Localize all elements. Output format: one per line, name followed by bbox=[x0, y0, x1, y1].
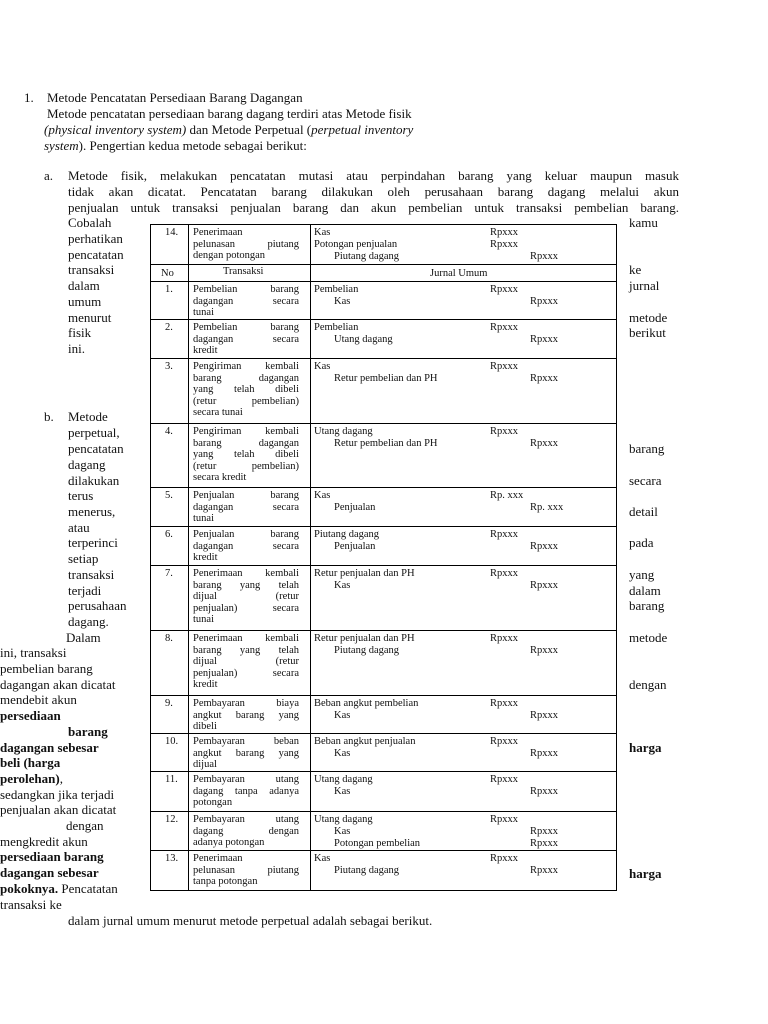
b-right-word: detail bbox=[629, 504, 658, 519]
transaction-description bbox=[193, 698, 299, 733]
table-row-divider bbox=[151, 281, 616, 282]
a-left-word: pencatatan bbox=[68, 247, 124, 262]
row-number: 7. bbox=[165, 568, 173, 579]
b-left-word: Metode bbox=[68, 409, 108, 424]
b-right-word: harga bbox=[629, 866, 662, 881]
debit-amount: Rpxxx bbox=[490, 736, 519, 747]
transaction-line: dagangan secara bbox=[193, 333, 299, 345]
b-cont-line: ini, transaksi bbox=[0, 645, 67, 660]
transaction-line: secara tunai bbox=[193, 407, 243, 418]
row-number: 4. bbox=[165, 426, 173, 437]
a-left-word: perhatikan bbox=[68, 231, 123, 246]
debit-amount: Rpxxx bbox=[490, 361, 519, 372]
a-right-word: ke bbox=[629, 262, 642, 277]
journal-account: Pembelian bbox=[314, 322, 359, 333]
table-column-divider bbox=[188, 225, 189, 890]
credit-amount: Rpxxx bbox=[530, 373, 559, 384]
transaction-line: Pengiriman kembali bbox=[193, 426, 299, 437]
b-right-word: barang bbox=[629, 598, 665, 613]
b-cont-line: pembelian barang bbox=[0, 661, 93, 676]
table-row-divider bbox=[151, 319, 616, 320]
credit-amount: Rpxxx bbox=[530, 865, 559, 876]
journal-account: Penjualan bbox=[334, 502, 376, 513]
row-number: 8. bbox=[165, 633, 173, 644]
transaction-description bbox=[193, 633, 299, 691]
header-no: No bbox=[161, 268, 174, 279]
a-right-word: kamu bbox=[629, 215, 658, 230]
point-b-marker: b. bbox=[44, 409, 54, 424]
table-column-divider bbox=[310, 225, 311, 890]
transaction-description bbox=[193, 227, 299, 262]
transaction-description bbox=[193, 814, 299, 849]
b-cont-line: barang bbox=[68, 724, 108, 739]
b-cont-line: dagangan sebesar bbox=[0, 740, 99, 755]
debit-amount: Rpxxx bbox=[490, 227, 519, 238]
journal-account: Retur pembelian dan PH bbox=[334, 373, 438, 384]
transaction-description bbox=[193, 426, 299, 484]
debit-amount: Rpxxx bbox=[490, 529, 519, 540]
journal-account: Piutang dagang bbox=[334, 865, 400, 876]
b-left-word: terjadi bbox=[68, 583, 102, 598]
debit-amount: Rpxxx bbox=[490, 284, 519, 295]
a-right-word: jurnal bbox=[629, 278, 660, 293]
row-number: 12. bbox=[165, 814, 179, 825]
b-cont-line: penjualan akan dicatat bbox=[0, 802, 117, 817]
row-number: 1. bbox=[165, 284, 173, 295]
transaction-line: angkut barang yang bbox=[193, 747, 299, 759]
credit-amount: Rpxxx bbox=[530, 580, 559, 591]
transaction-line: Pembayaran utang bbox=[193, 814, 299, 825]
debit-amount: Rpxxx bbox=[490, 568, 519, 579]
transaction-line: dagangan secara bbox=[193, 540, 299, 552]
table-row-divider bbox=[151, 771, 616, 772]
journal-account: Kas bbox=[314, 227, 331, 238]
transaction-description bbox=[193, 529, 299, 564]
journal-account: Kas bbox=[334, 710, 351, 721]
debit-amount: Rpxxx bbox=[490, 633, 519, 644]
transaction-line: Pembelian barang bbox=[193, 322, 299, 333]
b-cont-line: dagangan sebesar bbox=[0, 865, 99, 880]
b-right-word: harga bbox=[629, 740, 662, 755]
transaction-line: dengan potongan bbox=[193, 250, 266, 261]
credit-amount: Rp. xxx bbox=[530, 502, 564, 513]
credit-amount: Rpxxx bbox=[530, 645, 559, 656]
b-left-word: atau bbox=[68, 520, 90, 535]
journal-account: Retur penjualan dan PH bbox=[314, 633, 415, 644]
b-left-word: setiap bbox=[68, 551, 99, 566]
transaction-description bbox=[193, 490, 299, 525]
credit-amount: Rpxxx bbox=[530, 438, 559, 449]
journal-account: Kas bbox=[334, 748, 351, 759]
b-cont-line: mengkredit akun bbox=[0, 834, 88, 849]
debit-amount: Rpxxx bbox=[490, 698, 519, 709]
b-cont-line: mendebit akun bbox=[0, 692, 77, 707]
transaction-line: yang telah dibeli bbox=[193, 384, 299, 395]
transaction-line: (retur pembelian) bbox=[193, 395, 299, 407]
b-left-word: terus bbox=[68, 488, 94, 503]
point-a-line-1: Metode fisik, melakukan pencatatan mutasi atau perpindahan barang yang keluar maupun masuk bbox=[68, 168, 679, 183]
transaction-line: dagang tanpa adanya bbox=[193, 785, 299, 797]
transaction-line: penjualan) secara bbox=[193, 602, 299, 614]
journal-table bbox=[150, 224, 617, 891]
b-right-word: metode bbox=[629, 630, 668, 645]
row-number: 14. bbox=[165, 227, 179, 238]
transaction-line: angkut barang yang bbox=[193, 709, 299, 721]
transaction-line: Pembelian barang bbox=[193, 284, 299, 295]
transaction-description bbox=[193, 568, 299, 626]
journal-account: Kas bbox=[314, 490, 331, 501]
b-cont-line: persediaan barang bbox=[0, 849, 104, 864]
credit-amount: Rpxxx bbox=[530, 786, 559, 797]
table-row-divider bbox=[151, 565, 616, 566]
transaction-line: kredit bbox=[193, 679, 218, 690]
debit-amount: Rpxxx bbox=[490, 853, 519, 864]
transaction-description bbox=[193, 322, 299, 357]
debit-amount: Rpxxx bbox=[490, 814, 519, 825]
transaction-line: Penerimaan bbox=[193, 227, 243, 238]
transaction-line: adanya potongan bbox=[193, 837, 265, 848]
transaction-line: yang telah dibeli bbox=[193, 449, 299, 460]
b-cont-line: dagangan akan dicatat bbox=[0, 677, 116, 692]
credit-amount: Rpxxx bbox=[530, 748, 559, 759]
transaction-description bbox=[193, 853, 299, 888]
intro-line-2: (physical inventory system) dan Metode Perpetual (perpetual inventory bbox=[44, 122, 414, 137]
transaction-line: dagangan secara bbox=[193, 501, 299, 513]
debit-amount: Rp. xxx bbox=[490, 490, 524, 501]
transaction-description bbox=[193, 736, 299, 771]
a-right-word: metode bbox=[629, 310, 668, 325]
b-left-word: menerus, bbox=[68, 504, 116, 519]
row-number: 2. bbox=[165, 322, 173, 333]
journal-account: Utang dagang bbox=[314, 774, 373, 785]
b-right-word: secara bbox=[629, 473, 662, 488]
transaction-line: Penerimaan kembali bbox=[193, 633, 299, 644]
row-number: 13. bbox=[165, 853, 179, 864]
b-left-word: pencatatan bbox=[68, 441, 124, 456]
table-row-divider bbox=[151, 264, 616, 265]
b-right-word: yang bbox=[629, 567, 655, 582]
journal-account: Utang dagang bbox=[314, 426, 373, 437]
journal-account: Kas bbox=[334, 786, 351, 797]
journal-account: Retur pembelian dan PH bbox=[334, 438, 438, 449]
row-number: 11. bbox=[165, 774, 178, 785]
b-left-word: transaksi bbox=[68, 567, 115, 582]
table-row-divider bbox=[151, 358, 616, 359]
b-right-word: pada bbox=[629, 535, 654, 550]
journal-account: Kas bbox=[314, 361, 331, 372]
b-cont-line: beli (harga bbox=[0, 755, 61, 770]
debit-amount: Rpxxx bbox=[490, 774, 519, 785]
journal-account: Utang dagang bbox=[334, 334, 393, 345]
transaction-description bbox=[193, 284, 299, 319]
item-number: 1. bbox=[24, 90, 34, 105]
a-right-word: berikut bbox=[629, 325, 666, 340]
b-left-word: terperinci bbox=[68, 535, 118, 550]
debit-amount: Rpxxx bbox=[490, 239, 519, 250]
table-row-divider bbox=[151, 487, 616, 488]
transaction-line: potongan bbox=[193, 797, 233, 808]
row-number: 10. bbox=[165, 736, 179, 747]
b-left-word: dagang bbox=[68, 457, 106, 472]
journal-account: Penjualan bbox=[334, 541, 376, 552]
closing-line: dalam jurnal umum menurut metode perpetual adalah sebagai berikut. bbox=[68, 913, 433, 928]
transaction-line: kredit bbox=[193, 345, 218, 356]
table-row-divider bbox=[151, 526, 616, 527]
point-a-marker: a. bbox=[44, 168, 54, 183]
a-left-word: transaksi bbox=[68, 262, 115, 277]
transaction-line: dijual (retur bbox=[193, 656, 299, 667]
credit-amount: Rpxxx bbox=[530, 838, 559, 849]
journal-account: Kas bbox=[314, 853, 331, 864]
journal-account: Potongan penjualan bbox=[314, 239, 398, 250]
b-cont-line: persediaan bbox=[0, 708, 61, 723]
journal-account: Utang dagang bbox=[314, 814, 373, 825]
credit-amount: Rpxxx bbox=[530, 710, 559, 721]
table-row-divider bbox=[151, 695, 616, 696]
a-left-word: umum bbox=[68, 294, 102, 309]
transaction-line: penjualan) secara bbox=[193, 667, 299, 679]
transaction-line: Penerimaan bbox=[193, 853, 243, 864]
transaction-line: dibeli bbox=[193, 721, 217, 732]
table-row-divider bbox=[151, 850, 616, 851]
journal-account: Retur penjualan dan PH bbox=[314, 568, 415, 579]
transaction-line: Penerimaan kembali bbox=[193, 568, 299, 579]
transaction-line: (retur pembelian) bbox=[193, 460, 299, 472]
b-right-word: dalam bbox=[629, 583, 661, 598]
b-right-word: dengan bbox=[629, 677, 667, 692]
transaction-line: dijual (retur bbox=[193, 591, 299, 602]
table-row-divider bbox=[151, 733, 616, 734]
credit-amount: Rpxxx bbox=[530, 251, 559, 262]
b-left-word: dilakukan bbox=[68, 473, 120, 488]
point-a-line-2: tidak akan dicatat. Pencatatan barang dilakukan oleh perusahaan barang dagang melalui akun bbox=[68, 184, 679, 199]
table-row-divider bbox=[151, 423, 616, 424]
intro-line-1: Metode pencatatan persediaan barang dagang terdiri atas Metode fisik bbox=[47, 106, 412, 121]
b-left-word: perpetual, bbox=[68, 425, 120, 440]
row-number: 5. bbox=[165, 490, 173, 501]
a-left-word: menurut bbox=[68, 310, 112, 325]
journal-account: Kas bbox=[334, 296, 351, 307]
journal-account: Pembelian bbox=[314, 284, 359, 295]
debit-amount: Rpxxx bbox=[490, 426, 519, 437]
a-left-word: dalam bbox=[68, 278, 100, 293]
b-cont-line: dengan bbox=[66, 818, 104, 833]
row-number: 3. bbox=[165, 361, 173, 372]
transaction-line: dagangan secara bbox=[193, 295, 299, 307]
b-cont-line: Dalam bbox=[66, 630, 101, 645]
header-transaksi: Transaksi bbox=[223, 266, 264, 277]
transaction-line: Pembayaran utang bbox=[193, 774, 299, 785]
transaction-line: Penjualan barang bbox=[193, 529, 299, 540]
journal-account: Kas bbox=[334, 826, 351, 837]
intro-line-3: system). Pengertian kedua metode sebagai berikut: bbox=[44, 138, 307, 153]
journal-account: Piutang dagang bbox=[334, 251, 400, 262]
transaction-line: pelunasan piutang bbox=[193, 238, 299, 250]
transaction-line: dagang dengan bbox=[193, 825, 299, 837]
transaction-line: barang dagangan bbox=[193, 372, 299, 384]
credit-amount: Rpxxx bbox=[530, 334, 559, 345]
transaction-line: Pengiriman kembali bbox=[193, 361, 299, 372]
b-cont-line: transaksi ke bbox=[0, 897, 62, 912]
b-cont-line: perolehan), bbox=[0, 771, 63, 786]
b-left-word: perusahaan bbox=[68, 598, 127, 613]
transaction-line: barang yang telah bbox=[193, 579, 299, 591]
transaction-line: kredit bbox=[193, 552, 218, 563]
a-left-word: Cobalah bbox=[68, 215, 112, 230]
journal-account: Piutang dagang bbox=[334, 645, 400, 656]
row-number: 6. bbox=[165, 529, 173, 540]
transaction-line: tunai bbox=[193, 307, 214, 318]
point-a-line-3: penjualan untuk transaksi penjualan barang dan akun pembelian untuk transaksi pembelian barang. bbox=[68, 200, 679, 215]
journal-account: Beban angkut pembelian bbox=[314, 698, 419, 709]
a-left-word: ini. bbox=[68, 341, 85, 356]
transaction-line: Penjualan barang bbox=[193, 490, 299, 501]
transaction-description bbox=[193, 774, 299, 809]
journal-account: Kas bbox=[334, 580, 351, 591]
debit-amount: Rpxxx bbox=[490, 322, 519, 333]
b-right-word: barang bbox=[629, 441, 665, 456]
transaction-line: tunai bbox=[193, 513, 214, 524]
table-row-divider bbox=[151, 811, 616, 812]
table-row-divider bbox=[151, 630, 616, 631]
b-cont-line: sedangkan jika terjadi bbox=[0, 787, 115, 802]
journal-account: Potongan pembelian bbox=[334, 838, 421, 849]
a-left-word: fisik bbox=[68, 325, 92, 340]
section-title: Metode Pencatatan Persediaan Barang Dagangan bbox=[47, 90, 303, 105]
header-jurnal-umum: Jurnal Umum bbox=[430, 268, 488, 279]
transaction-description bbox=[193, 361, 299, 419]
transaction-line: barang yang telah bbox=[193, 644, 299, 656]
row-number: 9. bbox=[165, 698, 173, 709]
transaction-line: Pembayaran biaya bbox=[193, 698, 299, 709]
transaction-line: secara kredit bbox=[193, 472, 247, 483]
transaction-line: pelunasan piutang bbox=[193, 864, 299, 876]
transaction-line: Pembayaran beban bbox=[193, 736, 299, 747]
b-left-word: dagang. bbox=[68, 614, 109, 629]
credit-amount: Rpxxx bbox=[530, 826, 559, 837]
b-cont-line: pokoknya. Pencatatan bbox=[0, 881, 118, 896]
journal-account: Piutang dagang bbox=[314, 529, 380, 540]
transaction-line: tanpa potongan bbox=[193, 876, 258, 887]
credit-amount: Rpxxx bbox=[530, 296, 559, 307]
transaction-line: barang dagangan bbox=[193, 437, 299, 449]
transaction-line: dijual bbox=[193, 759, 217, 770]
credit-amount: Rpxxx bbox=[530, 541, 559, 552]
journal-account: Beban angkut penjualan bbox=[314, 736, 416, 747]
transaction-line: tunai bbox=[193, 614, 214, 625]
